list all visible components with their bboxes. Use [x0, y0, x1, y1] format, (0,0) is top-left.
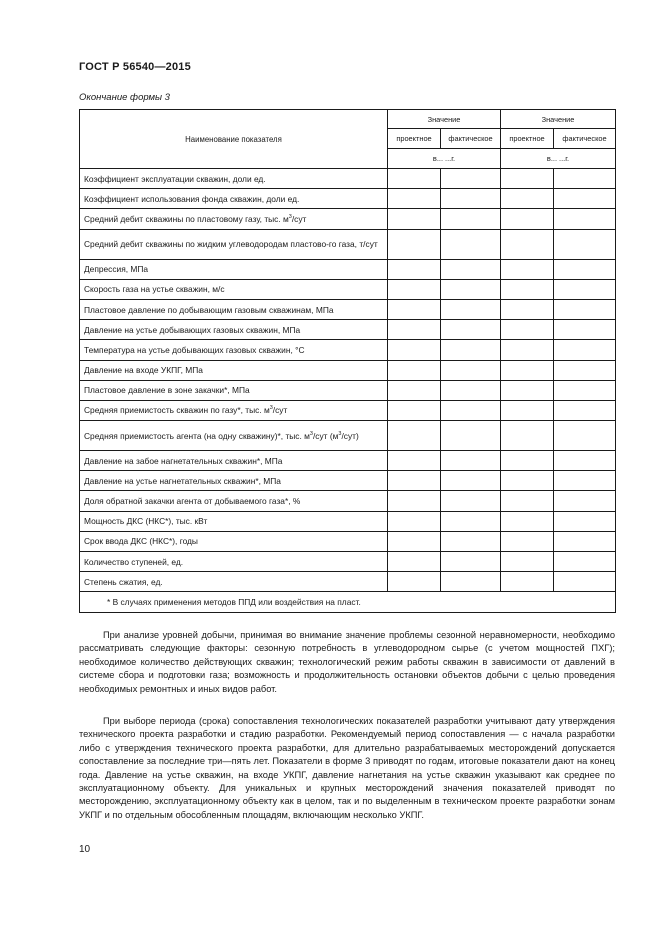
table-row: [80, 279, 616, 299]
indicator-name: [80, 400, 388, 420]
indicator-text: Средняя приемистость скважин по газу*, тыс. м: [84, 405, 270, 416]
value-cell: [388, 491, 441, 511]
column-header-value-2: Значение: [501, 110, 616, 129]
table-row: [80, 451, 616, 471]
indicator-text: Давление на устье добывающих газовых скважин, МПа: [84, 324, 301, 335]
value-cell: [441, 552, 501, 572]
indicator-name: [80, 511, 388, 531]
indicator-name: [80, 259, 388, 279]
value-cell: [554, 299, 616, 319]
indicator-name: [80, 360, 388, 380]
table-row: [80, 169, 616, 189]
value-cell: [501, 491, 554, 511]
indicator-text: Срок ввода ДКС (НКС*), годы: [84, 536, 198, 547]
value-cell: [441, 572, 501, 592]
unit-superscript: 3: [269, 405, 273, 412]
value-cell: [501, 169, 554, 189]
value-cell: [441, 259, 501, 279]
value-cell: [441, 531, 501, 551]
value-cell: [501, 229, 554, 259]
indicator-text: Коэффициент использования фонда скважин, доли ед.: [84, 193, 300, 204]
form-caption: Окончание формы 3: [79, 92, 170, 103]
value-cell: [554, 259, 616, 279]
indicator-name: [80, 572, 388, 592]
indicator-name: [80, 471, 388, 491]
table-row: [80, 189, 616, 209]
value-cell: [441, 340, 501, 360]
indicator-name: [80, 279, 388, 299]
value-cell: [554, 552, 616, 572]
table-row: [80, 209, 616, 229]
indicator-name: [80, 421, 388, 451]
value-cell: [554, 320, 616, 340]
table-head: [80, 110, 616, 169]
value-cell: [554, 451, 616, 471]
value-cell: [554, 189, 616, 209]
indicators-table: [79, 109, 616, 613]
indicator-name: [80, 340, 388, 360]
table-row: [80, 360, 616, 380]
table-row: [80, 491, 616, 511]
table-footnote: * В случаях применения методов ППД или воздействия на пласт.: [80, 592, 616, 613]
table-row: [80, 400, 616, 420]
body-paragraph: При анализе уровней добычи, принимая во внимание значение проблемы сезонной неравномерности, необходимо рассматривать следующие факторы: сезонную потребность в углеводородном сырье (с учетом мощностей ПХГ); необходимое количество действующих скважин; технологический режим работы скважин в зависимости от давлений в системе сбора и подготовки газа; возможность и продолжительность остановки объектов добычи с целью проведения необходимых ремонтных и иных видов работ.: [79, 630, 615, 694]
indicator-name: [80, 451, 388, 471]
indicator-text: Коэффициент эксплуатации скважин, доли ед.: [84, 173, 266, 184]
indicator-text: Средний дебит скважины по жидким углеводородам пластово-го газа, т/сут: [84, 239, 378, 250]
column-header-name: Наименование показателя: [80, 110, 388, 169]
value-cell: [501, 421, 554, 451]
value-cell: [388, 320, 441, 340]
value-cell: [554, 229, 616, 259]
value-cell: [441, 400, 501, 420]
value-cell: [388, 209, 441, 229]
year-label-1: в... ...г.: [388, 149, 501, 169]
page-number: 10: [79, 844, 91, 855]
value-cell: [441, 189, 501, 209]
value-cell: [388, 360, 441, 380]
indicator-name: [80, 209, 388, 229]
value-cell: [441, 279, 501, 299]
document-header: ГОСТ Р 56540—2015: [79, 61, 191, 73]
value-cell: [441, 421, 501, 451]
value-cell: [501, 531, 554, 551]
table-row: [80, 320, 616, 340]
indicator-text: Доля обратной закачки агента от добываемого газа*, %: [84, 496, 301, 507]
value-cell: [441, 451, 501, 471]
value-cell: [554, 421, 616, 451]
value-cell: [388, 169, 441, 189]
value-cell: [388, 552, 441, 572]
value-cell: [388, 451, 441, 471]
value-cell: [501, 511, 554, 531]
value-cell: [388, 259, 441, 279]
indicator-name: [80, 229, 388, 259]
value-cell: [388, 511, 441, 531]
indicator-text: Количество ступеней, ед.: [84, 556, 184, 567]
indicator-name: [80, 320, 388, 340]
value-cell: [441, 360, 501, 380]
indicator-name: [80, 189, 388, 209]
indicator-text: /сут: [291, 213, 307, 224]
indicator-name: [80, 552, 388, 572]
value-cell: [388, 380, 441, 400]
table-row: [80, 471, 616, 491]
value-cell: [441, 380, 501, 400]
indicator-text: Средний дебит скважины по пластовому газу, тыс. м: [84, 213, 289, 224]
value-cell: [388, 299, 441, 319]
indicator-text: Пластовое давление по добывающим газовым скважинам, МПа: [84, 304, 334, 315]
indicator-text: Температура на устье добывающих газовых скважин, °С: [84, 344, 305, 355]
indicator-text: Степень сжатия, ед.: [84, 576, 163, 587]
body-paragraph: При выборе периода (срока) сопоставления технологических показателей разработки учитывают дату утверждения технического проекта разработки и стадию разработки. Рекомендуемый период сопоставления — с начала разработки либо с утверждения технического проекта разработки, для длительно разрабатываемых месторождений допускается сопоставление за последние три—пять лет. Показатели в форме 3 приводят по годам, итоговые показатели дают на конец года. Давление на устье скважин, на входе УКПГ, давление нагнетания на устье скважин указывают как среднее по эксплуатационному объекту. Для уникальных и крупных месторождений значения показателей приводят по месторождению, эксплуатационному объекту как в целом, так и по выделенным в техническом проекте разработки зонам УКПГ и по отдельным обособленным площадям, включающим несколько УКПГ.: [79, 716, 615, 820]
table-row: [80, 380, 616, 400]
value-cell: [501, 259, 554, 279]
indicator-text: Скорость газа на устье скважин, м/с: [84, 284, 225, 295]
value-cell: [388, 340, 441, 360]
value-cell: [388, 229, 441, 259]
value-cell: [554, 169, 616, 189]
value-cell: [501, 451, 554, 471]
value-cell: [441, 169, 501, 189]
value-cell: [388, 421, 441, 451]
value-cell: [554, 400, 616, 420]
table-row: [80, 340, 616, 360]
value-cell: [441, 229, 501, 259]
indicator-name: [80, 299, 388, 319]
unit-superscript: 3: [309, 430, 313, 437]
year-label-2: в... ...г.: [501, 149, 616, 169]
value-cell: [501, 552, 554, 572]
indicator-text: /сут: [272, 405, 288, 416]
indicator-name: [80, 531, 388, 551]
value-cell: [501, 209, 554, 229]
unit-superscript: 3: [338, 430, 342, 437]
value-cell: [388, 400, 441, 420]
indicator-text: Давление на забое нагнетательных скважин*, МПа: [84, 455, 283, 466]
indicator-text: /сут): [341, 430, 359, 441]
value-cell: [441, 299, 501, 319]
value-cell: [441, 511, 501, 531]
value-cell: [441, 209, 501, 229]
unit-superscript: 3: [288, 214, 292, 221]
value-cell: [501, 189, 554, 209]
value-cell: [554, 340, 616, 360]
value-cell: [501, 360, 554, 380]
value-cell: [441, 320, 501, 340]
indicator-text: Пластовое давление в зоне закачки*, МПа: [84, 385, 250, 396]
value-cell: [554, 491, 616, 511]
value-cell: [441, 491, 501, 511]
indicator-name: [80, 380, 388, 400]
subheader-actual-2: фактическое: [554, 129, 616, 149]
subheader-actual-1: фактическое: [441, 129, 501, 149]
value-cell: [388, 572, 441, 592]
value-cell: [554, 471, 616, 491]
value-cell: [554, 572, 616, 592]
indicator-name: [80, 169, 388, 189]
value-cell: [501, 340, 554, 360]
indicator-text: Средняя приемистость агента (на одну скважину)*, тыс. м: [84, 430, 310, 441]
table-row: [80, 531, 616, 551]
table-row: [80, 572, 616, 592]
indicator-text: Давление на входе УКПГ, МПа: [84, 365, 203, 376]
value-cell: [501, 471, 554, 491]
table-body: [80, 169, 616, 592]
value-cell: [388, 279, 441, 299]
table-foot: [80, 592, 616, 613]
table-row: [80, 229, 616, 259]
column-header-value-1: Значение: [388, 110, 501, 129]
indicator-text: Депрессия, МПа: [84, 264, 149, 275]
value-cell: [554, 209, 616, 229]
value-cell: [388, 189, 441, 209]
value-cell: [501, 400, 554, 420]
subheader-planned-1: проектное: [388, 129, 441, 149]
indicator-text: Мощность ДКС (НКС*), тыс. кВт: [84, 516, 208, 527]
table-row: [80, 511, 616, 531]
value-cell: [554, 380, 616, 400]
indicator-text: Давление на устье нагнетательных скважин*, МПа: [84, 475, 281, 486]
value-cell: [388, 471, 441, 491]
value-cell: [554, 511, 616, 531]
value-cell: [554, 279, 616, 299]
table-row: [80, 259, 616, 279]
table-row: [80, 421, 616, 451]
subheader-planned-2: проектное: [501, 129, 554, 149]
table-row: [80, 299, 616, 319]
indicator-text: /сут (м: [312, 430, 339, 441]
value-cell: [554, 360, 616, 380]
value-cell: [501, 320, 554, 340]
value-cell: [501, 380, 554, 400]
value-cell: [501, 299, 554, 319]
value-cell: [441, 471, 501, 491]
value-cell: [388, 531, 441, 551]
indicator-name: [80, 491, 388, 511]
table-row: [80, 552, 616, 572]
value-cell: [501, 279, 554, 299]
value-cell: [554, 531, 616, 551]
value-cell: [501, 572, 554, 592]
